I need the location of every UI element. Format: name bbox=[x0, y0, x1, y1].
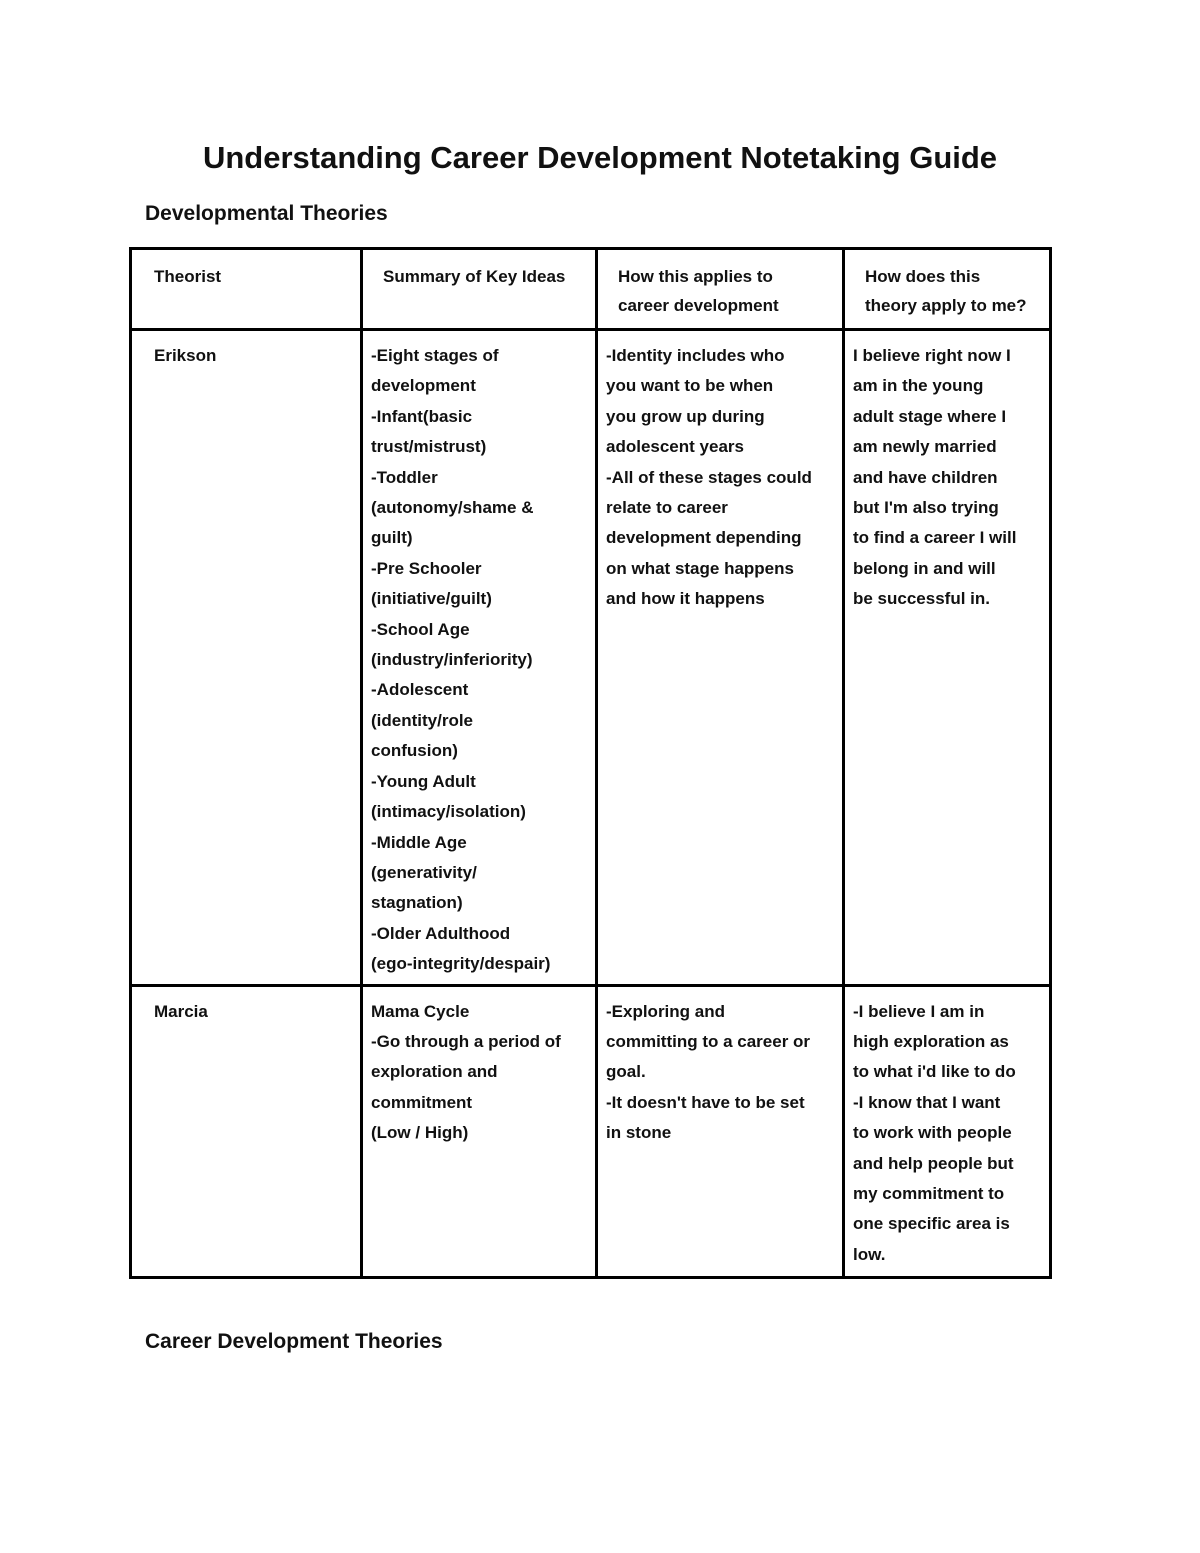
cell-text-line: -Middle Age bbox=[371, 832, 467, 852]
cell-text-line: stagnation) bbox=[371, 893, 463, 913]
cell-text-line: high exploration as bbox=[853, 1031, 1009, 1051]
cell-text-line: -It doesn't have to be set bbox=[606, 1092, 805, 1112]
cell-text-line: (identity/role bbox=[371, 710, 474, 730]
cell-text-line: am in the young bbox=[853, 376, 984, 396]
cell-text-line: but I'm also trying bbox=[853, 498, 999, 518]
cell-text-line: adolescent years bbox=[606, 437, 744, 457]
cell-text-line: -Young Adult bbox=[371, 771, 476, 791]
cell-text-line: -I know that I want bbox=[853, 1092, 1001, 1112]
cell-text-line: guilt) bbox=[371, 528, 413, 548]
cell-text-line: Mama Cycle bbox=[371, 1001, 470, 1021]
header-applies: How this applies to career development bbox=[597, 249, 844, 330]
cell-text-line: you grow up during bbox=[606, 406, 765, 426]
table-header-row bbox=[131, 249, 1051, 330]
cell-text-line: -School Age bbox=[371, 619, 470, 639]
cell-text-line: to find a career I will bbox=[853, 528, 1017, 548]
cell-text-line: goal. bbox=[606, 1062, 646, 1082]
cell-text-line: adult stage where I bbox=[853, 406, 1007, 426]
cell-text-line: I believe right now I bbox=[853, 346, 1011, 365]
cell-text-line: (Low / High) bbox=[371, 1123, 469, 1143]
cell-text-line: belong in and will bbox=[853, 558, 996, 578]
header-me: How does this theory apply to me? bbox=[844, 249, 1051, 330]
cell-text-line: am newly married bbox=[853, 437, 997, 457]
cell-text-line: in stone bbox=[606, 1123, 672, 1143]
cell-text-line: exploration and bbox=[371, 1062, 498, 1082]
cell-text-line: -Adolescent bbox=[371, 680, 469, 700]
cell-text-line: on what stage happens bbox=[606, 558, 794, 578]
table-row bbox=[131, 985, 1051, 1277]
cell-me bbox=[844, 330, 1051, 986]
cell-text-line: to what i'd like to do bbox=[853, 1062, 1016, 1082]
cell-text-line: commitment bbox=[371, 1092, 473, 1112]
cell-text-line: -Pre Schooler bbox=[371, 558, 482, 578]
cell-text-line: and help people but bbox=[853, 1153, 1014, 1173]
cell-text-line: be successful in. bbox=[853, 589, 990, 609]
document-title: Understanding Career Development Notetaking Guide bbox=[202, 140, 998, 175]
cell-applies bbox=[597, 985, 844, 1277]
cell-text-line: development bbox=[371, 376, 476, 396]
cell-text-line: my commitment to bbox=[853, 1183, 1005, 1203]
cell-text-line: trust/mistrust) bbox=[371, 437, 487, 457]
cell-text-line: relate to career bbox=[606, 498, 728, 518]
cell-text-line: -I believe I am in bbox=[853, 1001, 985, 1021]
cell-summary bbox=[362, 985, 597, 1277]
cell-text-line: -All of these stages could bbox=[606, 467, 812, 487]
cell-me bbox=[844, 985, 1051, 1277]
cell-text-line: -Go through a period of bbox=[371, 1031, 561, 1051]
cell-theorist: Marcia bbox=[131, 985, 362, 1277]
cell-text-line: (generativity/ bbox=[371, 862, 477, 882]
cell-text-line: you want to be when bbox=[606, 376, 774, 396]
cell-text-line: one specific area is bbox=[853, 1214, 1010, 1234]
cell-text-line: and have children bbox=[853, 467, 998, 487]
header-theorist: Theorist bbox=[131, 249, 362, 330]
cell-text-line: -Exploring and bbox=[606, 1001, 725, 1021]
cell-summary bbox=[362, 330, 597, 986]
cell-text-line: development depending bbox=[606, 528, 802, 548]
cell-text-line: (industry/inferiority) bbox=[371, 650, 533, 670]
cell-text-line: committing to a career or bbox=[606, 1031, 811, 1051]
header-summary: Summary of Key Ideas bbox=[362, 249, 597, 330]
table-row bbox=[131, 330, 1051, 986]
cell-text-line: (intimacy/isolation) bbox=[371, 802, 526, 822]
cell-text-line: -Infant(basic bbox=[371, 406, 473, 426]
section-heading-career-development-theories: Career Development Theories bbox=[145, 1330, 443, 1353]
cell-applies bbox=[597, 330, 844, 986]
cell-text-line: -Older Adulthood bbox=[371, 923, 511, 943]
notes-table bbox=[129, 247, 1052, 1279]
cell-text-line: to work with people bbox=[853, 1123, 1012, 1143]
cell-text-line: (ego-integrity/despair) bbox=[371, 954, 551, 974]
cell-text-line: confusion) bbox=[371, 741, 458, 761]
section-heading-developmental-theories: Developmental Theories bbox=[145, 202, 388, 225]
cell-text-line: low. bbox=[853, 1244, 886, 1264]
cell-theorist: Erikson bbox=[131, 330, 362, 986]
cell-text-line: (initiative/guilt) bbox=[371, 589, 492, 609]
cell-text-line: -Toddler bbox=[371, 467, 438, 487]
cell-text-line: and how it happens bbox=[606, 589, 765, 609]
cell-text-line: -Identity includes who bbox=[606, 346, 785, 365]
cell-text-line: (autonomy/shame & bbox=[371, 498, 534, 518]
cell-text-line: -Eight stages of bbox=[371, 346, 499, 365]
